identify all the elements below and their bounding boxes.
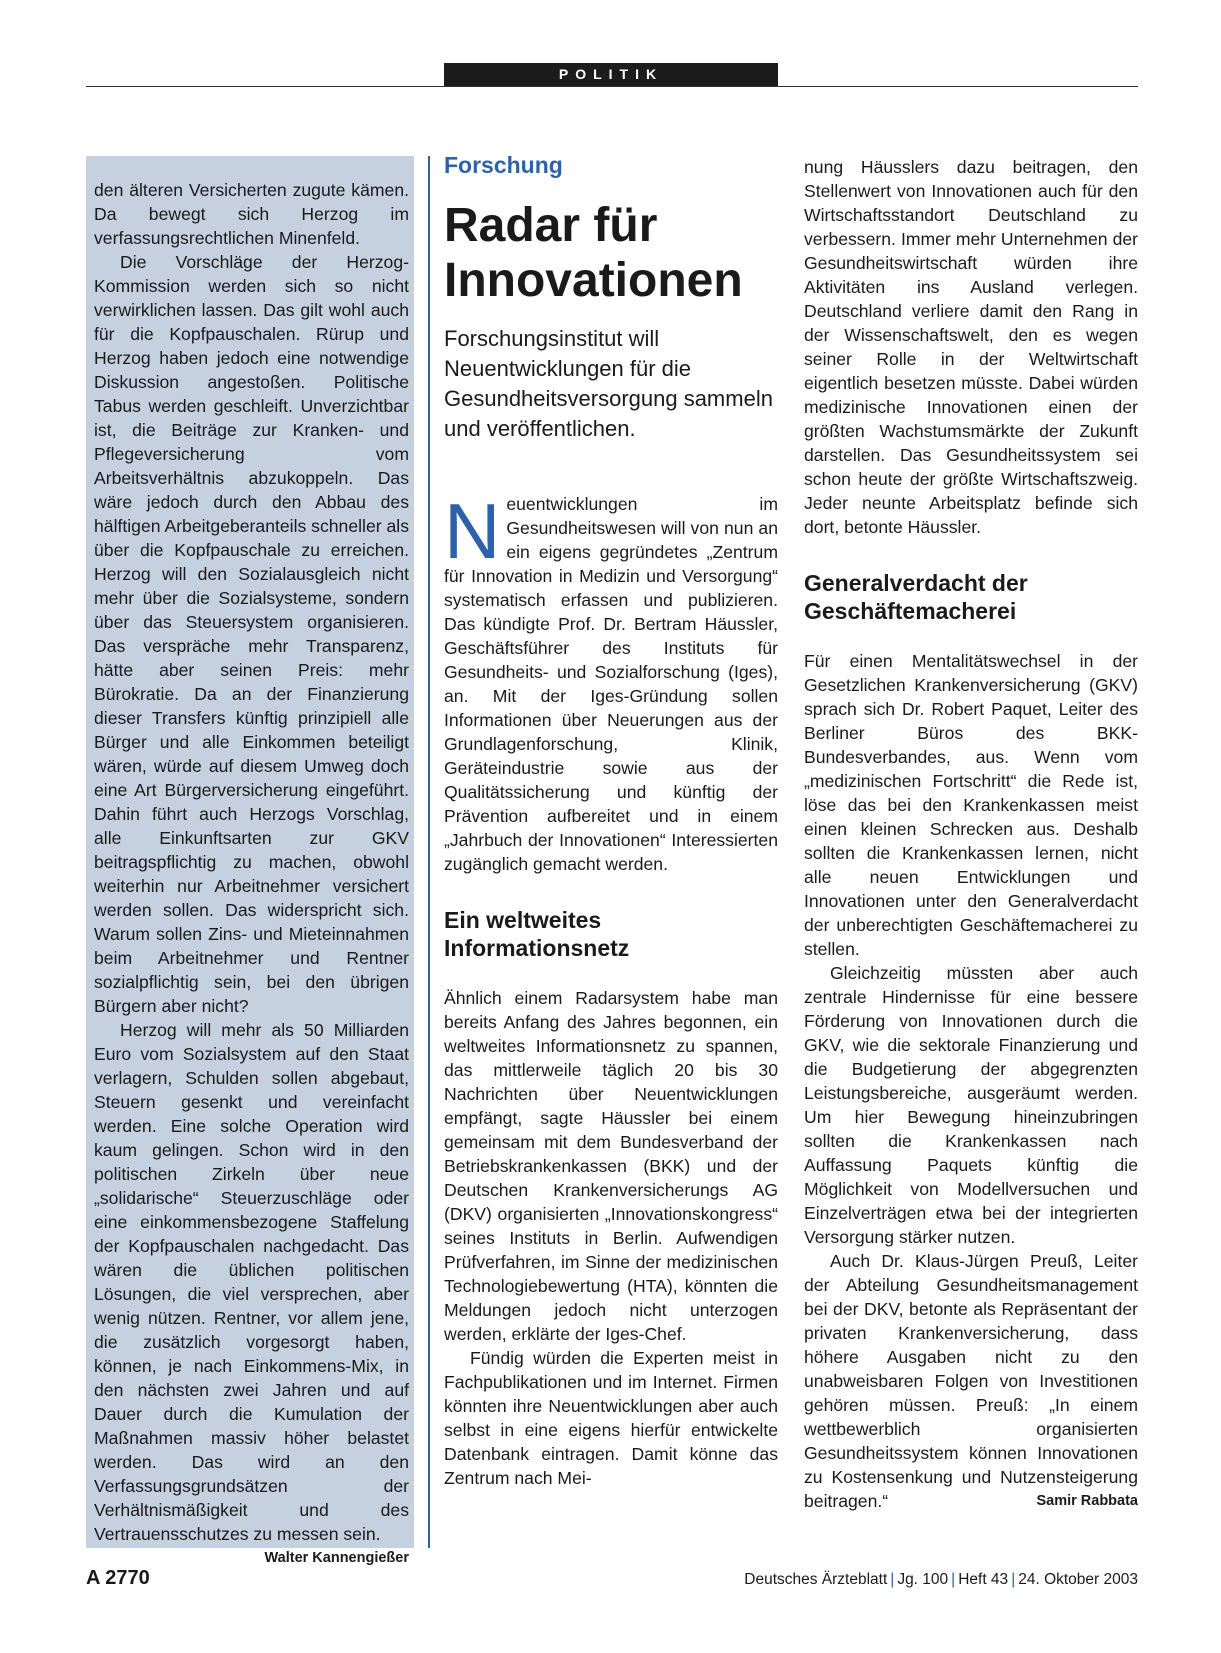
journal-issue: Heft 43	[958, 1571, 1009, 1588]
article-paragraph: Auch Dr. Klaus-Jürgen Preuß, Leiter der Abteilung Gesundheitsmanagement bei der DKV, betonte als Repräsentant der privaten Krankenversicherung, dass höhere Ausgaben nicht zu den unabweisbaren Folgen von Investitionen gehören müssen. Preuß: „In einem wettbewerblich organisierten Gesundheitssystem können Innovationen zu Kostensenkung und Nutzensteigerung beitragen.“ Samir Rabbata	[804, 1251, 1138, 1511]
article-paragraph: Ähnlich einem Radarsystem habe man bereits Anfang des Jahres begonnen, ein weltweites Informationsnetz zu spannen, das mittlerweile täglich 20 bis 30 Nachrichten über Neuentwicklungen empfängt, sagte Häussler bei einem gemeinsam mit dem Bundesverband der Betriebskrankenkassen (BKK) und der Deutschen Krankenversicherungs AG (DKV) organisierten „Innovationskongress“ seines Instituts in Berlin. Aufwendigen Prüfverfahren, im Sinne der medizinischen Technologiebewertung (HTA), könnten die Meldungen jedoch nicht unterzogen werden, erklärte der Iges-Chef.	[444, 988, 778, 1344]
commentary-paragraph: Die Vorschläge der Herzog-Kommission werden sich so nicht verwirklichen lassen. Das gilt wohl auch für die Kopfpauschalen. Rürup und Herzog haben jedoch eine notwendige Diskussion angestoßen. Politische Tabus werden geschleift. Unverzichtbar ist, die Beiträge zur Kranken- und Pflegeversicherung vom Arbeitsverhältnis abzukoppeln. Das wäre jedoch durch den Abbau des hälftigen Arbeitgeberanteils schneller als über die Kopfpauschale zu erreichen. Herzog will den Sozialausgleich nicht mehr über die Sozialsysteme, sondern über das Steuersystem organisieren. Das verspräche mehr Transparenz, hätte aber seinen Preis: mehr Bürokratie. Da an der Finanzierung dieser Transfers künftig prinzipiell alle Bürger und alle Einkommen beteiligt wären, würde auf diesem Umweg doch eine Art Bürgerversicherung eingeführt. Dahin führt auch Herzogs Vorschlag, alle Einkunftsarten zur GKV beitragspflichtig zu machen, obwohl weiterhin nur Arbeitnehmer versichert werden sollen. Das widerspricht sich. Warum sollen Zins- und Mieteinnahmen beim Arbeitnehmer und Rentner sozialpflichtig sein, bei den übrigen Bürgern aber nicht?	[94, 252, 409, 1016]
drop-cap: N	[444, 487, 501, 575]
journal-footer: Deutsches Ärzteblatt | Jg. 100 | Heft 43 | 24. Oktober 2003	[744, 1571, 1138, 1588]
article-paragraph: nung Häusslers dazu beitragen, den Stellenwert von Innovationen auch für den Wirtschaftsstandort Deutschland zu verbessern. Immer mehr Unternehmen der Gesundheitswirtschaft würden ihre Aktivitäten ins Ausland verlegen. Deutschland verliere damit den Rang in der Wissenschaftswelt, den es wegen seiner Rolle in der Weltwirtschaft eigentlich besetzen müsste. Dabei würden medizinische Innovationen einen der größten Wachstumsmärkte der Zukunft darstellen. Das Gesundheitssystem sei schon heute der größte Wirtschaftszweig. Jeder neunte Arbeitsplatz befinde sich dort, betonte Häussler.	[804, 157, 1138, 537]
commentary-paragraph: Herzog will mehr als 50 Milliarden Euro vom Sozialsystem auf den Staat verlagern, Schulden sollen abgebaut, Steuern gesenkt und vereinfacht werden. Eine solche Operation wird kaum gelingen. Schon wird in den politischen Zirkeln über neue „solidarische“ Steuerzuschläge oder eine einkommensbezogene Staffelung der Kopfpauschalen nachgedacht. Das wären die üblichen politischen Lösungen, die viel versprechen, aber wenig nützen. Rentner, vor allem jene, die zusätzlich vorgesorgt haben, können, je nach Einkommens-Mix, in den nächsten zwei Jahren und auf Dauer durch die Kumulation der Maßnahmen massiv höher belastet werden. Das wird an den Verfassungsgrundsätzen der Verhältnismäßigkeit und des Vertrauensschutzes zu messen sein. Walter Kannengießer	[94, 1018, 409, 1546]
article-headline: Radar für Innovationen	[444, 199, 743, 307]
commentary-author: Walter Kannengießer	[264, 1550, 409, 1566]
journal-name: Deutsches Ärzteblatt	[744, 1571, 888, 1588]
article-kicker: Forschung	[444, 152, 563, 178]
article-column-middle	[444, 487, 778, 1490]
article-column-right	[804, 155, 1138, 1513]
journal-volume: Jg. 100	[897, 1571, 949, 1588]
commentary-column	[94, 178, 409, 1570]
article-subtitle: Forschungsinstitut will Neuentwicklungen für die Gesundheitsversorgung sammeln und veröffentlichen.	[444, 326, 773, 441]
article-author: Samir Rabbata	[1036, 1493, 1138, 1509]
journal-date: 24. Oktober 2003	[1018, 1571, 1138, 1588]
article-paragraph: Fündig würden die Experten meist in Fachpublikationen und im Internet. Firmen könnten ihre Neuentwicklungen aber auch selbst in eine eigens hierfür entwickelte Datenbank eintragen. Damit könne das Zentrum nach Mei-	[444, 1348, 778, 1488]
article-intro: Neuentwicklungen im Gesundheitswesen will von nun an ein eigens gegründetes „Zentrum für Innovation in Medizin und Versorgung“ systematisch erfassen und publizieren. Das kündigte Prof. Dr. Bertram Häussler, Geschäftsführer des Instituts für Gesundheits- und Sozialforschung (Iges), an. Mit der Iges-Gründung sollen Informationen über Neuerungen aus der Grundlagenforschung, Klinik, Geräteindustrie sowie aus der Qualitätssicherung und künftig der Prävention aufbereitet und in einem „Jahrbuch der Innovationen“ Interessierten zugänglich gemacht werden.	[444, 487, 778, 874]
section-rubric: POLITIK	[444, 63, 778, 86]
top-rule	[86, 86, 1138, 87]
commentary-paragraph: den älteren Versicherten zugute kämen. Da bewegt sich Herzog im verfassungsrechtlichen Minenfeld.	[94, 180, 409, 248]
article-subhead: Ein weltweites Informationsnetz	[444, 907, 630, 961]
column-divider	[428, 156, 430, 1548]
article-paragraph: Gleichzeitig müssten aber auch zentrale Hindernisse für eine bessere Förderung von Innovationen durch die GKV, wie die sektorale Finanzierung und die Budgetierung der abgegrenzten Leistungsbereiche, ausgeräumt werden. Um hier Bewegung hineinzubringen sollten die Krankenkassen nach Auffassung Paquets künftig die Möglichkeit von Modellversuchen und Einzelverträgen etwa bei der integrierten Versorgung stärker nutzen.	[804, 963, 1138, 1247]
article-subhead: Generalverdacht der Geschäftemacherei	[804, 570, 1028, 624]
article-paragraph: Für einen Mentalitätswechsel in der Gesetzlichen Krankenversicherung (GKV) sprach sich Dr. Robert Paquet, Leiter des Berliner Büros des BKK-Bundesverbandes, aus. Wenn vom „medizinischen Fortschritt“ die Rede ist, löse das bei den Krankenkassen meist einen kleinen Schrecken aus. Deshalb sollten die Krankenkassen lernen, nicht alle neuen Entwicklungen und Innovationen unter den Generalverdacht der unberechtigten Geschäftemacherei zu stellen.	[804, 651, 1138, 959]
page-number: A 2770	[86, 1567, 150, 1589]
